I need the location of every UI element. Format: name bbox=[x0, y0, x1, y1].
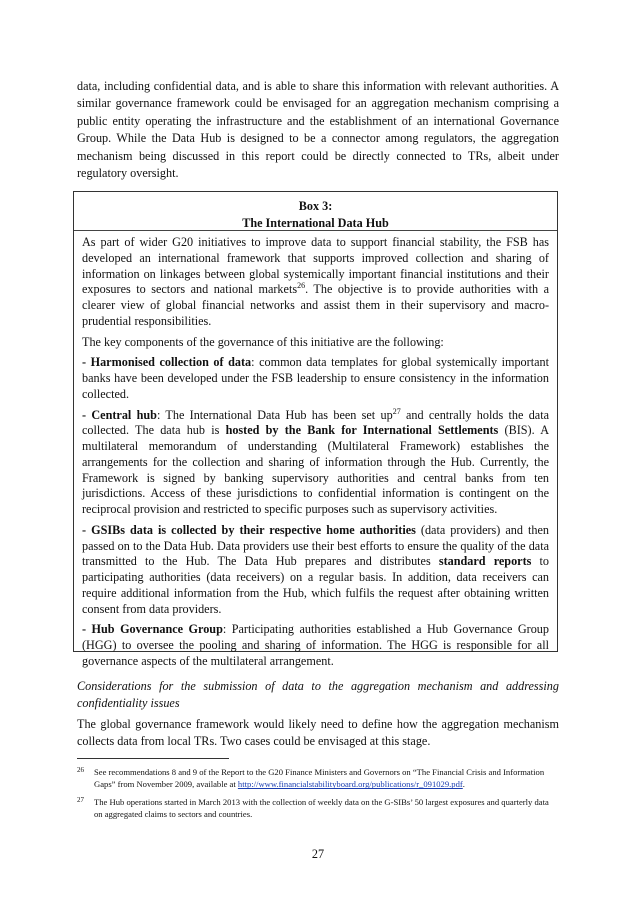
box-3 bbox=[73, 191, 558, 668]
box-item-gsibs: - GSIBs data is collected by their respective home authorities (data providers) and then passed on to the Data Hub. Data providers use their best efforts to ensure the quality of the data transmitted to the Hub. The Data Hub prepares and distributes standard reports to participating authorities (data receivers) on a regular basis. In addition, data receivers can require additional information from the Hub, which fulfils the request after obtaining written consent from data providers. bbox=[82, 522, 549, 616]
box-components-intro: The key components of the governance of this initiative are the following: bbox=[82, 334, 444, 349]
box-title-divider bbox=[74, 230, 557, 231]
footnote-link[interactable]: http://www.financialstabilityboard.org/publications/r_091029.pdf bbox=[237, 779, 463, 790]
box-body bbox=[82, 235, 549, 675]
footnote-separator bbox=[77, 758, 229, 759]
footnote-26: 26 See recommendations 8 and 9 of the Report to the G20 Finance Ministers and Governors on “The Financial Crisis and Information Gaps” from November 2009, available at http://www.financialstabilityboard.org/publications/r_091029.pdf. bbox=[77, 766, 545, 790]
footnote-number: 26 bbox=[77, 766, 84, 774]
footnote-ref-26[interactable]: 26 bbox=[297, 281, 306, 291]
box-item-hgg: - Hub Governance Group: Participating authorities established a Hub Governance Group (HGG) to oversee the pooling and sharing of information. The HGG is responsible for all governance aspects of the multilateral arrangement. bbox=[82, 622, 549, 668]
box-item-central-hub: - Central hub: The International Data Hub has been set $up^{27}$ and centrally holds the data collected. The data hub is hosted by the Bank for International Settlements (BIS). A multilateral memorandum of understanding (Multilateral Framework) establishes the arrangements for the collection and sharing of information through the Hub. Currently, the Framework is signed by banking supervisory authorities and central banks from ten jurisdictions. Access of these jurisdictions to confidential information is contingent on the reciprocal provision and restricted to specific purposes such as supervisory activities. bbox=[82, 406, 550, 516]
box-label: Box 3: bbox=[298, 199, 333, 213]
box-title: The International Data Hub bbox=[242, 215, 389, 230]
page-number: 27 bbox=[311, 847, 325, 861]
intro-paragraph: data, including confidential data, and is able to share this information with relevant authorities. A similar governance framework could be envisaged for an aggregation mechanism comprising a public entity operating the infrastructure and the establishment of an international Governance Group. While the Data Hub is designed to be a connector among regulators, the aggregation mechanism being discussed in this report could be directly connected to TRs, albeit under regulatory oversight. bbox=[77, 79, 559, 181]
closing-paragraph: The global governance framework would likely need to define how the aggregation mechanism collects data from local TRs. Two cases could be envisaged at this stage. bbox=[77, 717, 559, 749]
box-item-harmonised: - Harmonised collection of data: common data templates for global systemically important banks have been developed under the FSB leadership to ensure consistency in the information collected. bbox=[82, 355, 549, 401]
footnote-27: 27 The Hub operations started in March 2013 with the collection of weekly data on the G-SIBs’ 50 largest exposures and quarterly data on aggregated claims to sectors and countries. bbox=[77, 796, 549, 820]
section-heading: Considerations for the submission of data to the aggregation mechanism and addressing confidentiality issues bbox=[77, 679, 559, 711]
footnote-ref-27[interactable]: 27 bbox=[392, 406, 401, 416]
footnote-number: 27 bbox=[77, 796, 84, 804]
box-intro-paragraph: As part of wider G20 initiatives to improve data to support financial stability, the FSB has developed an international framework that supports improved collection and sharing of information on linkages between global systemically important financial institutions and their exposures to sectors and national markets$^{26}$. The objective is to provide authorities with a clearer view of global financial networks and assist them in their supervisory and macro-prudential responsibilities. bbox=[82, 235, 549, 328]
